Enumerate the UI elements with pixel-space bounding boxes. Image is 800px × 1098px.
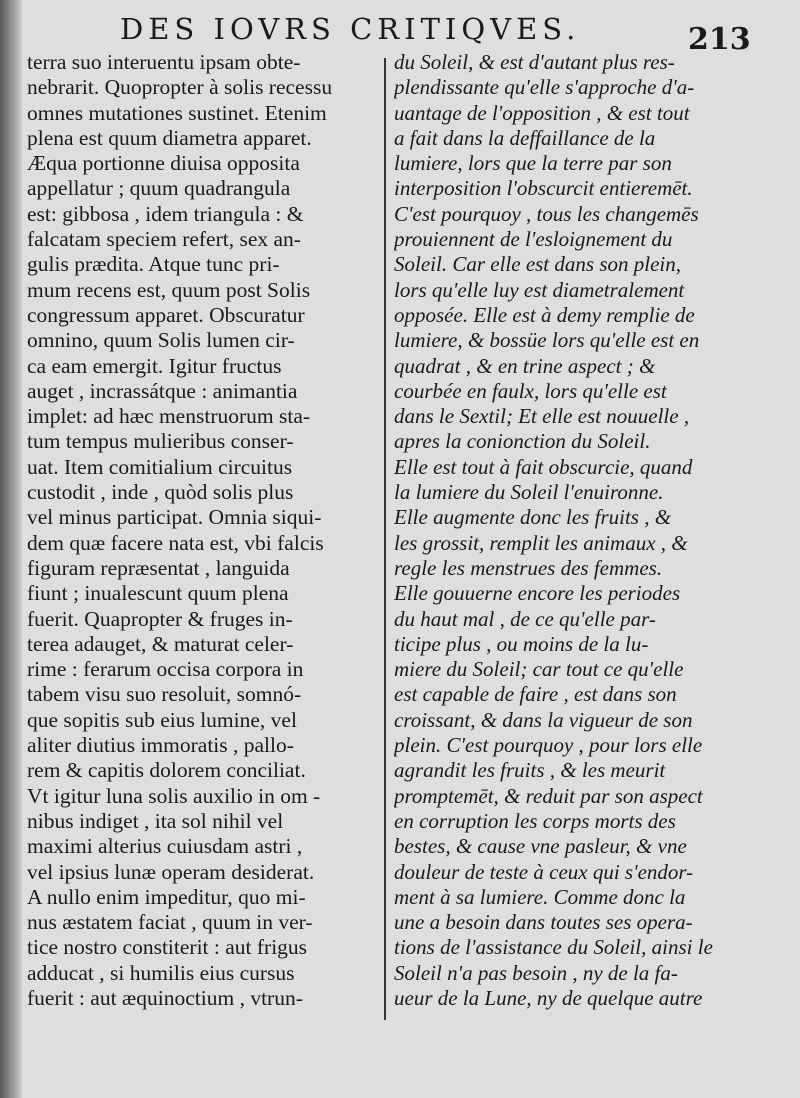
latin-text-line: mum recens est, quum post Solis bbox=[27, 277, 311, 302]
french-text-line: lumiere, lors que la terre par son bbox=[394, 151, 672, 176]
latin-text-line: figuram repræsentat , languida bbox=[27, 555, 290, 580]
latin-text-line: que sopitis sub eius lumine, vel bbox=[27, 707, 297, 732]
french-text-line: plein. C'est pourquoy , pour lors elle bbox=[394, 733, 703, 758]
french-text-line: courbée en faulx, lors qu'elle est bbox=[394, 378, 667, 403]
french-text-line: promptemēt, & reduit par son aspect bbox=[394, 783, 703, 808]
latin-text-line: nus æstatem faciat , quum in ver- bbox=[27, 910, 313, 935]
french-text-line: Elle est tout à fait obscurcie, quand bbox=[394, 454, 693, 479]
latin-text-line: vel minus participat. Omnia siqui- bbox=[27, 505, 322, 530]
latin-text-line: maximi alterius cuiusdam astri , bbox=[27, 834, 303, 859]
latin-text-line: aliter diutius immoratis , pallo- bbox=[27, 733, 294, 758]
french-text-line: ueur de la Lune, ny de quelque autre bbox=[394, 985, 703, 1010]
latin-text-line: est: gibbosa , idem triangula : & bbox=[27, 201, 304, 226]
latin-text-line: falcatam speciem refert, sex an- bbox=[27, 227, 301, 252]
french-text-line: regle les menstrues des femmes. bbox=[394, 555, 663, 580]
french-text-line: du Soleil, & est d'autant plus res- bbox=[394, 50, 675, 74]
french-text-line: ticipe plus , ou moins de la lu- bbox=[394, 631, 649, 656]
french-text-line: en corruption les corps morts des bbox=[394, 808, 676, 833]
latin-text-line: fiunt ; inualescunt quum plena bbox=[27, 581, 289, 606]
latin-text-line: auget , incrassátque : animantia bbox=[27, 378, 298, 403]
french-text-line: lumiere, & bossüe lors qu'elle est en bbox=[394, 328, 700, 353]
column-divider bbox=[384, 58, 386, 1020]
french-text-line: dans le Sextil; Et elle est nouuelle , bbox=[394, 404, 690, 429]
latin-text-line: implet: ad hæc menstruorum sta- bbox=[27, 404, 311, 429]
french-text-line: tions de l'assistance du Soleil, ainsi le bbox=[394, 935, 713, 960]
french-text-line: une a besoin dans toutes ses opera- bbox=[394, 910, 693, 935]
french-text-line: Soleil. Car elle est dans son plein, bbox=[394, 252, 681, 277]
french-text-column bbox=[394, 50, 768, 1011]
latin-text-line: uat. Item comitialium circuitus bbox=[27, 454, 293, 479]
latin-text-line: terra suo interuentu ipsam obte- bbox=[27, 50, 301, 74]
page-gutter-shadow bbox=[0, 0, 22, 1098]
latin-text-line: congressum apparet. Obscuratur bbox=[27, 302, 305, 327]
french-text-line: Elle augmente donc les fruits , & bbox=[394, 505, 672, 530]
french-text-line: plendissante qu'elle s'approche d'a- bbox=[394, 75, 695, 100]
latin-text-line: terea adauget, & maturat celer- bbox=[27, 631, 294, 656]
latin-text-line: tice nostro constiterit : aut frigus bbox=[27, 935, 308, 960]
french-text-line: est capable de faire , est dans son bbox=[394, 682, 677, 707]
french-text-line: ment à sa lumiere. Comme donc la bbox=[394, 884, 686, 909]
french-text-line: prouiennent de l'esloignement du bbox=[394, 227, 673, 252]
french-text-line: les grossit, remplit les animaux , & bbox=[394, 530, 688, 555]
latin-text-line: plena est quum diametra apparet. bbox=[27, 125, 312, 150]
latin-text-line: Æqua portionne diuisa opposita bbox=[27, 151, 300, 176]
latin-text-line: omnino, quum Solis lumen cir- bbox=[27, 328, 295, 353]
french-text-line: Elle gouuerne encore les periodes bbox=[394, 581, 681, 606]
french-text-line: la lumiere du Soleil l'enuironne. bbox=[394, 480, 664, 505]
french-text-line: agrandit les fruits , & les meurit bbox=[394, 758, 666, 783]
latin-text-line: tum tempus mulieribus conser- bbox=[27, 429, 294, 454]
french-text-line: lors qu'elle luy est diametralement bbox=[394, 277, 685, 302]
latin-text-line: fuerit. Quapropter & fruges in- bbox=[27, 606, 293, 631]
latin-text-line: fuerit : aut æquinoctium , vtrun- bbox=[27, 985, 303, 1010]
latin-text-line: appellatur ; quum quadrangula bbox=[27, 176, 291, 201]
french-text-line: a fait dans la deffaillance de la bbox=[394, 125, 656, 150]
latin-text-line: Vt igitur luna solis auxilio in om - bbox=[27, 783, 321, 808]
latin-text-line: rem & capitis dolorem conciliat. bbox=[27, 758, 306, 783]
french-text-line: croissant, & dans la vigueur de son bbox=[394, 707, 693, 732]
french-text-line: bestes, & cause vne pasleur, & vne bbox=[394, 834, 687, 859]
latin-text-line: tabem visu suo resoluit, somnó- bbox=[27, 682, 302, 707]
latin-text-line: custodit , inde , quòd solis plus bbox=[27, 480, 294, 505]
french-text-line: miere du Soleil; car tout ce qu'elle bbox=[394, 657, 684, 682]
french-text-line: opposée. Elle est à demy remplie de bbox=[394, 302, 695, 327]
french-text-line: C'est pourquoy , tous les changemēs bbox=[394, 201, 699, 226]
latin-text-line: rime : ferarum occisa corpora in bbox=[27, 657, 304, 682]
latin-text-line: omnes mutationes sustinet. Etenim bbox=[27, 100, 327, 125]
french-text-line: interposition l'obscurcit entieremēt. bbox=[394, 176, 693, 201]
latin-text-line: dem quæ facere nata est, vbi falcis bbox=[27, 530, 324, 555]
latin-text-line: gulis prædita. Atque tunc pri- bbox=[27, 252, 280, 277]
french-text-line: douleur de teste à ceux qui s'endor- bbox=[394, 859, 694, 884]
french-text-line: quadrat , & en trine aspect ; & bbox=[394, 353, 656, 378]
french-text-line: Soleil n'a pas besoin , ny de la fa- bbox=[394, 960, 678, 985]
latin-text-line: ca eam emergit. Igitur fructus bbox=[27, 353, 282, 378]
latin-text-line: nebrarit. Quopropter à solis recessu bbox=[27, 75, 333, 100]
french-text-line: uantage de l'opposition , & est tout bbox=[394, 100, 690, 125]
french-text-line: apres la conionction du Soleil. bbox=[394, 429, 651, 454]
page-number: 213 bbox=[688, 22, 751, 57]
latin-text-line: vel ipsius lunæ operam desiderat. bbox=[27, 859, 315, 884]
latin-text-line: nibus indiget , ita sol nihil vel bbox=[27, 808, 284, 833]
latin-text-column bbox=[27, 50, 379, 1011]
running-header: DES IOVRS CRITIQVES. bbox=[120, 12, 581, 46]
latin-text-line: A nullo enim impeditur, quo mi- bbox=[27, 884, 306, 909]
latin-text-line: adducat , si humilis eius cursus bbox=[27, 960, 295, 985]
french-text-line: du haut mal , de ce qu'elle par- bbox=[394, 606, 656, 631]
